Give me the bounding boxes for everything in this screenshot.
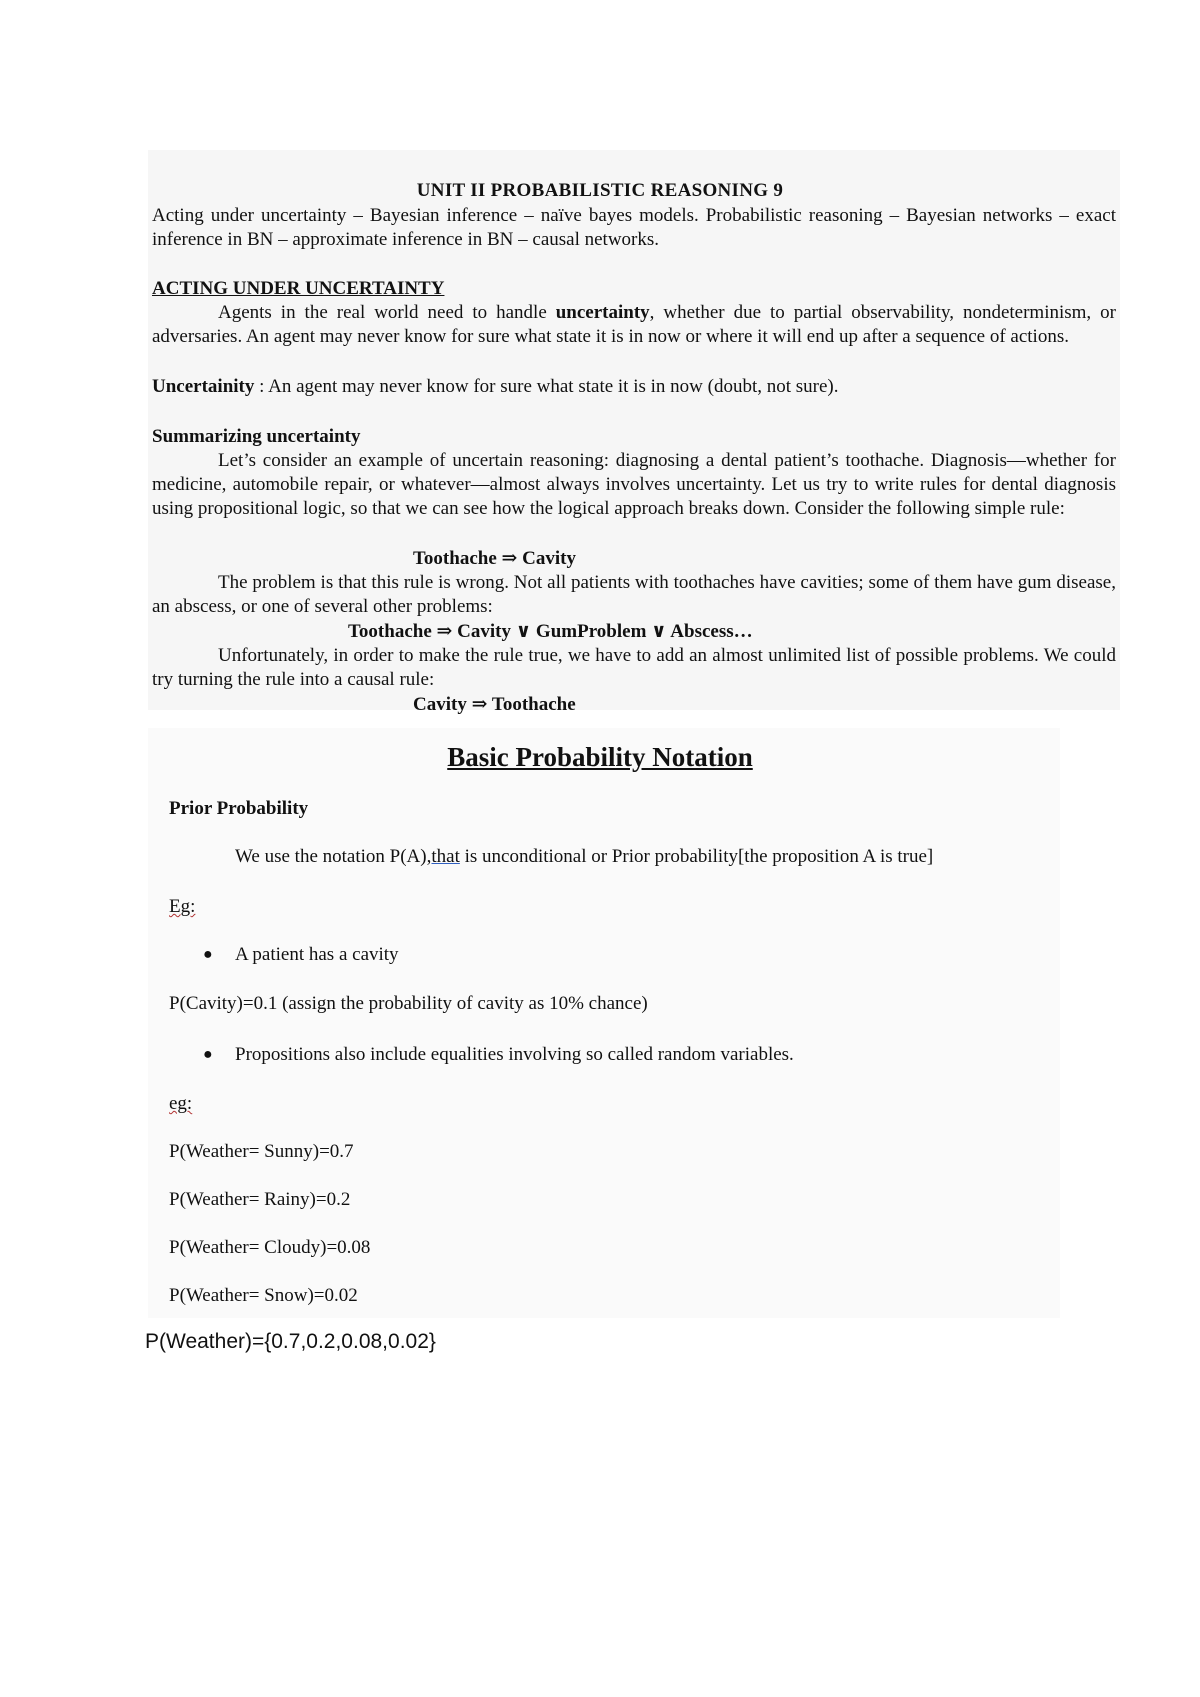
weather-snow: P(Weather= Snow)=0.02 — [169, 1285, 358, 1306]
eg-label-1: Eg: — [169, 896, 196, 917]
acting-heading: ACTING UNDER UNCERTAINTY — [152, 278, 445, 299]
weather-cloudy: P(Weather= Cloudy)=0.08 — [169, 1237, 371, 1258]
bullet-item-2: Propositions also include equalities involving so called random variables. — [235, 1044, 794, 1065]
rule-2: Toothache ⇒ Cavity ∨ GumProblem ∨ Abscess… — [348, 621, 753, 642]
bullet-dot-1: ● — [203, 946, 213, 963]
uncertainity-definition — [152, 375, 1116, 399]
bullet-dot-2: ● — [203, 1046, 213, 1063]
acting-text-1: Agents in the real world need to handle — [218, 302, 556, 323]
eg-label-2: eg: — [169, 1093, 193, 1114]
syllabus-text: Acting under uncertainty – Bayesian inference – naïve bayes models. Probabilistic reasoning – Bayesian networks – exact inference in BN – approximate inference in BN – causal networks. — [152, 205, 1116, 250]
bullet-item-1: A patient has a cavity — [235, 944, 399, 965]
unit-title: UNIT II PROBABILISTIC REASONING 9 — [416, 180, 784, 201]
that-link-text: ,that — [426, 846, 460, 867]
rule-3: Cavity ⇒ Toothache — [413, 694, 576, 715]
cavity-probability: P(Cavity)=0.1 (assign the probability of cavity as 10% chance) — [169, 993, 648, 1014]
prior-text-1: We use the notation P(A) — [235, 846, 427, 867]
weather-sunny: P(Weather= Sunny)=0.7 — [169, 1141, 354, 1162]
acting-paragraph — [152, 301, 1116, 349]
definition-text: : An agent may never know for sure what state it is in now (doubt, not sure). — [254, 376, 839, 397]
definition-term: Uncertainity — [152, 376, 255, 397]
weather-distribution: P(Weather)={0.7,0.2,0.08,0.02} — [145, 1330, 436, 1353]
summarizing-paragraph-2: The problem is that this rule is wrong. Not all patients with toothaches have cavities; some of them have gum disease, an abscess, or one of several other problems: — [152, 572, 1116, 617]
summarizing-heading: Summarizing uncertainty — [152, 426, 361, 447]
rule-1: Toothache ⇒ Cavity — [413, 548, 577, 569]
prior-heading: Prior Probability — [169, 798, 309, 819]
prior-description — [235, 846, 933, 868]
notation-title: Basic Probability Notation — [447, 742, 753, 772]
uncertainty-term: uncertainty — [555, 302, 650, 323]
weather-rainy: P(Weather= Rainy)=0.2 — [169, 1189, 351, 1210]
prior-text-2: is unconditional or Prior probability[the proposition A is true] — [459, 846, 934, 867]
summarizing-paragraph-3: Unfortunately, in order to make the rule true, we have to add an almost unlimited list of possible problems. We could try turning the rule into a causal rule: — [152, 645, 1116, 690]
acting-text-2: , whether due to partial observability, nondeterminism, or adversaries. An agent may never know for sure what state it is in now or where it will end up after a sequence of actions. — [152, 302, 1116, 347]
summarizing-paragraph-1: Let’s consider an example of uncertain reasoning: diagnosing a dental patient’s toothache. Diagnosis—whether for medicine, automobile repair, or whatever—almost always involves uncertainty. Let us try to write rules for dental diagnosis using propositional logic, so that we can see how the logical approach breaks down. Consider the following simple rule: — [152, 450, 1116, 519]
